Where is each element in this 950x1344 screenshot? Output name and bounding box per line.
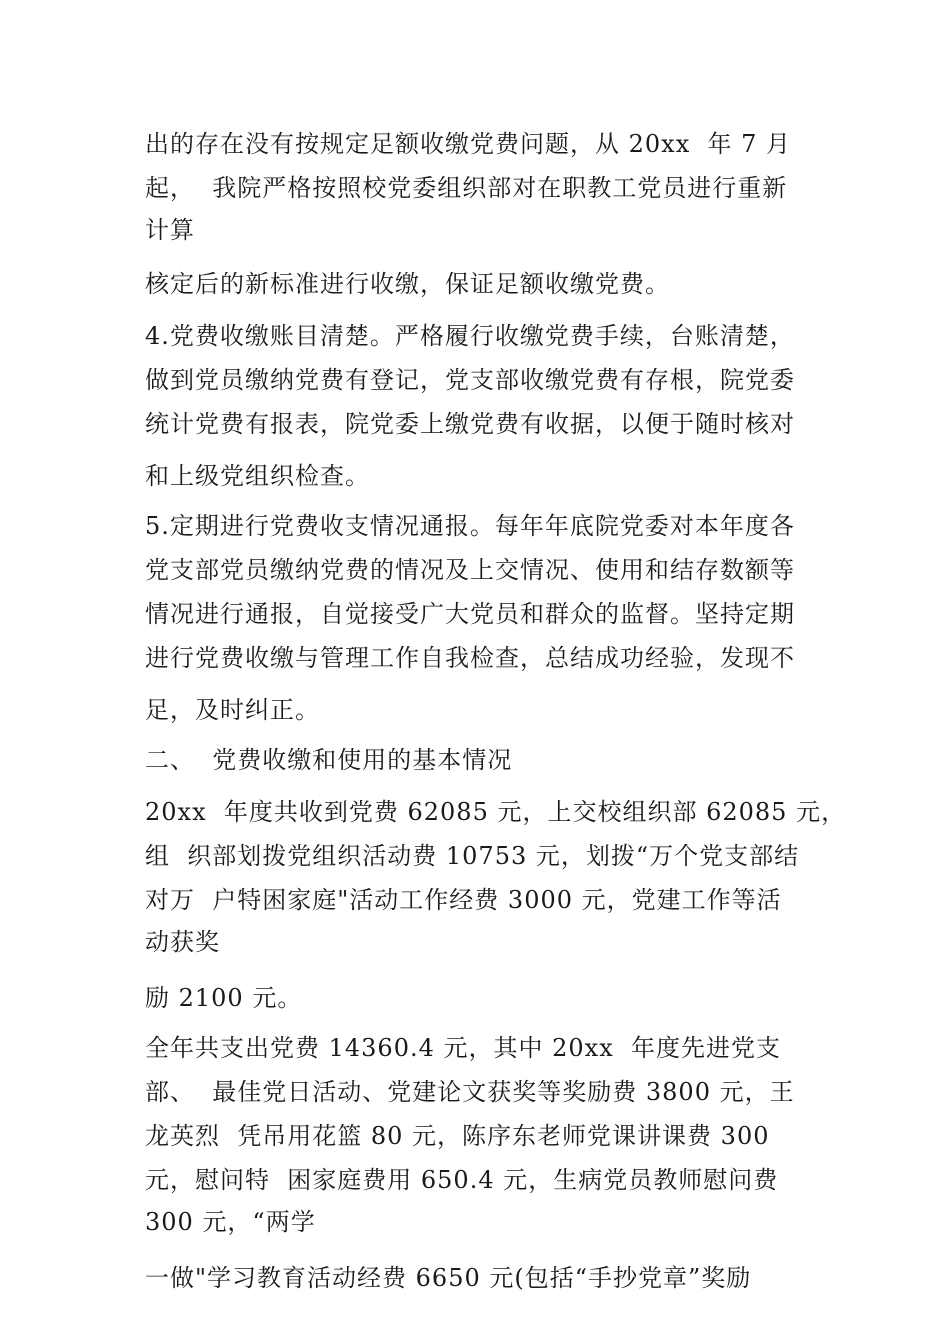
text-line: 情况进行通报，自觉接受广大党员和群众的监督。坚持定期 (145, 600, 795, 628)
text-line: 20xx 年度共收到党费 62085 元，上交校组织部 62085 元， (145, 798, 847, 826)
text-line: 进行党费收缴与管理工作自我检查，总结成功经验，发现不 (145, 644, 795, 672)
text-line: 5.定期进行党费收支情况通报。每年年底院党委对本年度各 (145, 512, 795, 540)
text-line: 党支部党员缴纳党费的情况及上交情况、使用和结存数额等 (145, 556, 795, 584)
section-heading: 二、 党费收缴和使用的基本情况 (145, 746, 513, 774)
text-line: 做到党员缴纳党费有登记，党支部收缴党费有存根，院党委 (145, 366, 795, 394)
text-line: 起， 我院严格按照校党委组织部对在职教工党员进行重新 (145, 174, 788, 202)
text-line: 统计党费有报表，院党委上缴党费有收据，以便于随时核对 (145, 410, 795, 438)
text-line: 4.党费收缴账目清楚。严格履行收缴党费手续，台账清楚， (145, 322, 795, 350)
text-line: 足，及时纠正。 (145, 696, 320, 724)
text-line: 动获奖 (145, 928, 220, 956)
text-line: 计算 (145, 216, 195, 244)
text-line: 部、 最佳党日活动、党建论文获奖等奖励费 3800 元，王 (145, 1078, 795, 1106)
text-line: 龙英烈 凭吊用花篮 80 元，陈序东老师党课讲课费 300 (145, 1122, 770, 1150)
text-line: 组 织部划拨党组织活动费 10753 元，划拨“万个党支部结 (145, 842, 800, 870)
text-line: 对万 户特困家庭"活动工作经费 3000 元，党建工作等活 (145, 886, 782, 914)
text-line: 全年共支出党费 14360.4 元，其中 20xx 年度先进党支 (145, 1034, 781, 1062)
text-line: 核定后的新标准进行收缴，保证足额收缴党费。 (145, 270, 670, 298)
text-line: 和上级党组织检查。 (145, 462, 370, 490)
text-line: 励 2100 元。 (145, 984, 303, 1012)
text-line: 出的存在没有按规定足额收缴党费问题，从 20xx 年 7 月 (145, 130, 792, 158)
text-line: 元，慰问特 困家庭费用 650.4 元，生病党员教师慰问费 (145, 1166, 779, 1194)
text-line: 300 元，“两学 (145, 1208, 316, 1236)
text-line: 一做"学习教育活动经费 6650 元(包括“手抄党章”奖励 (145, 1264, 752, 1292)
